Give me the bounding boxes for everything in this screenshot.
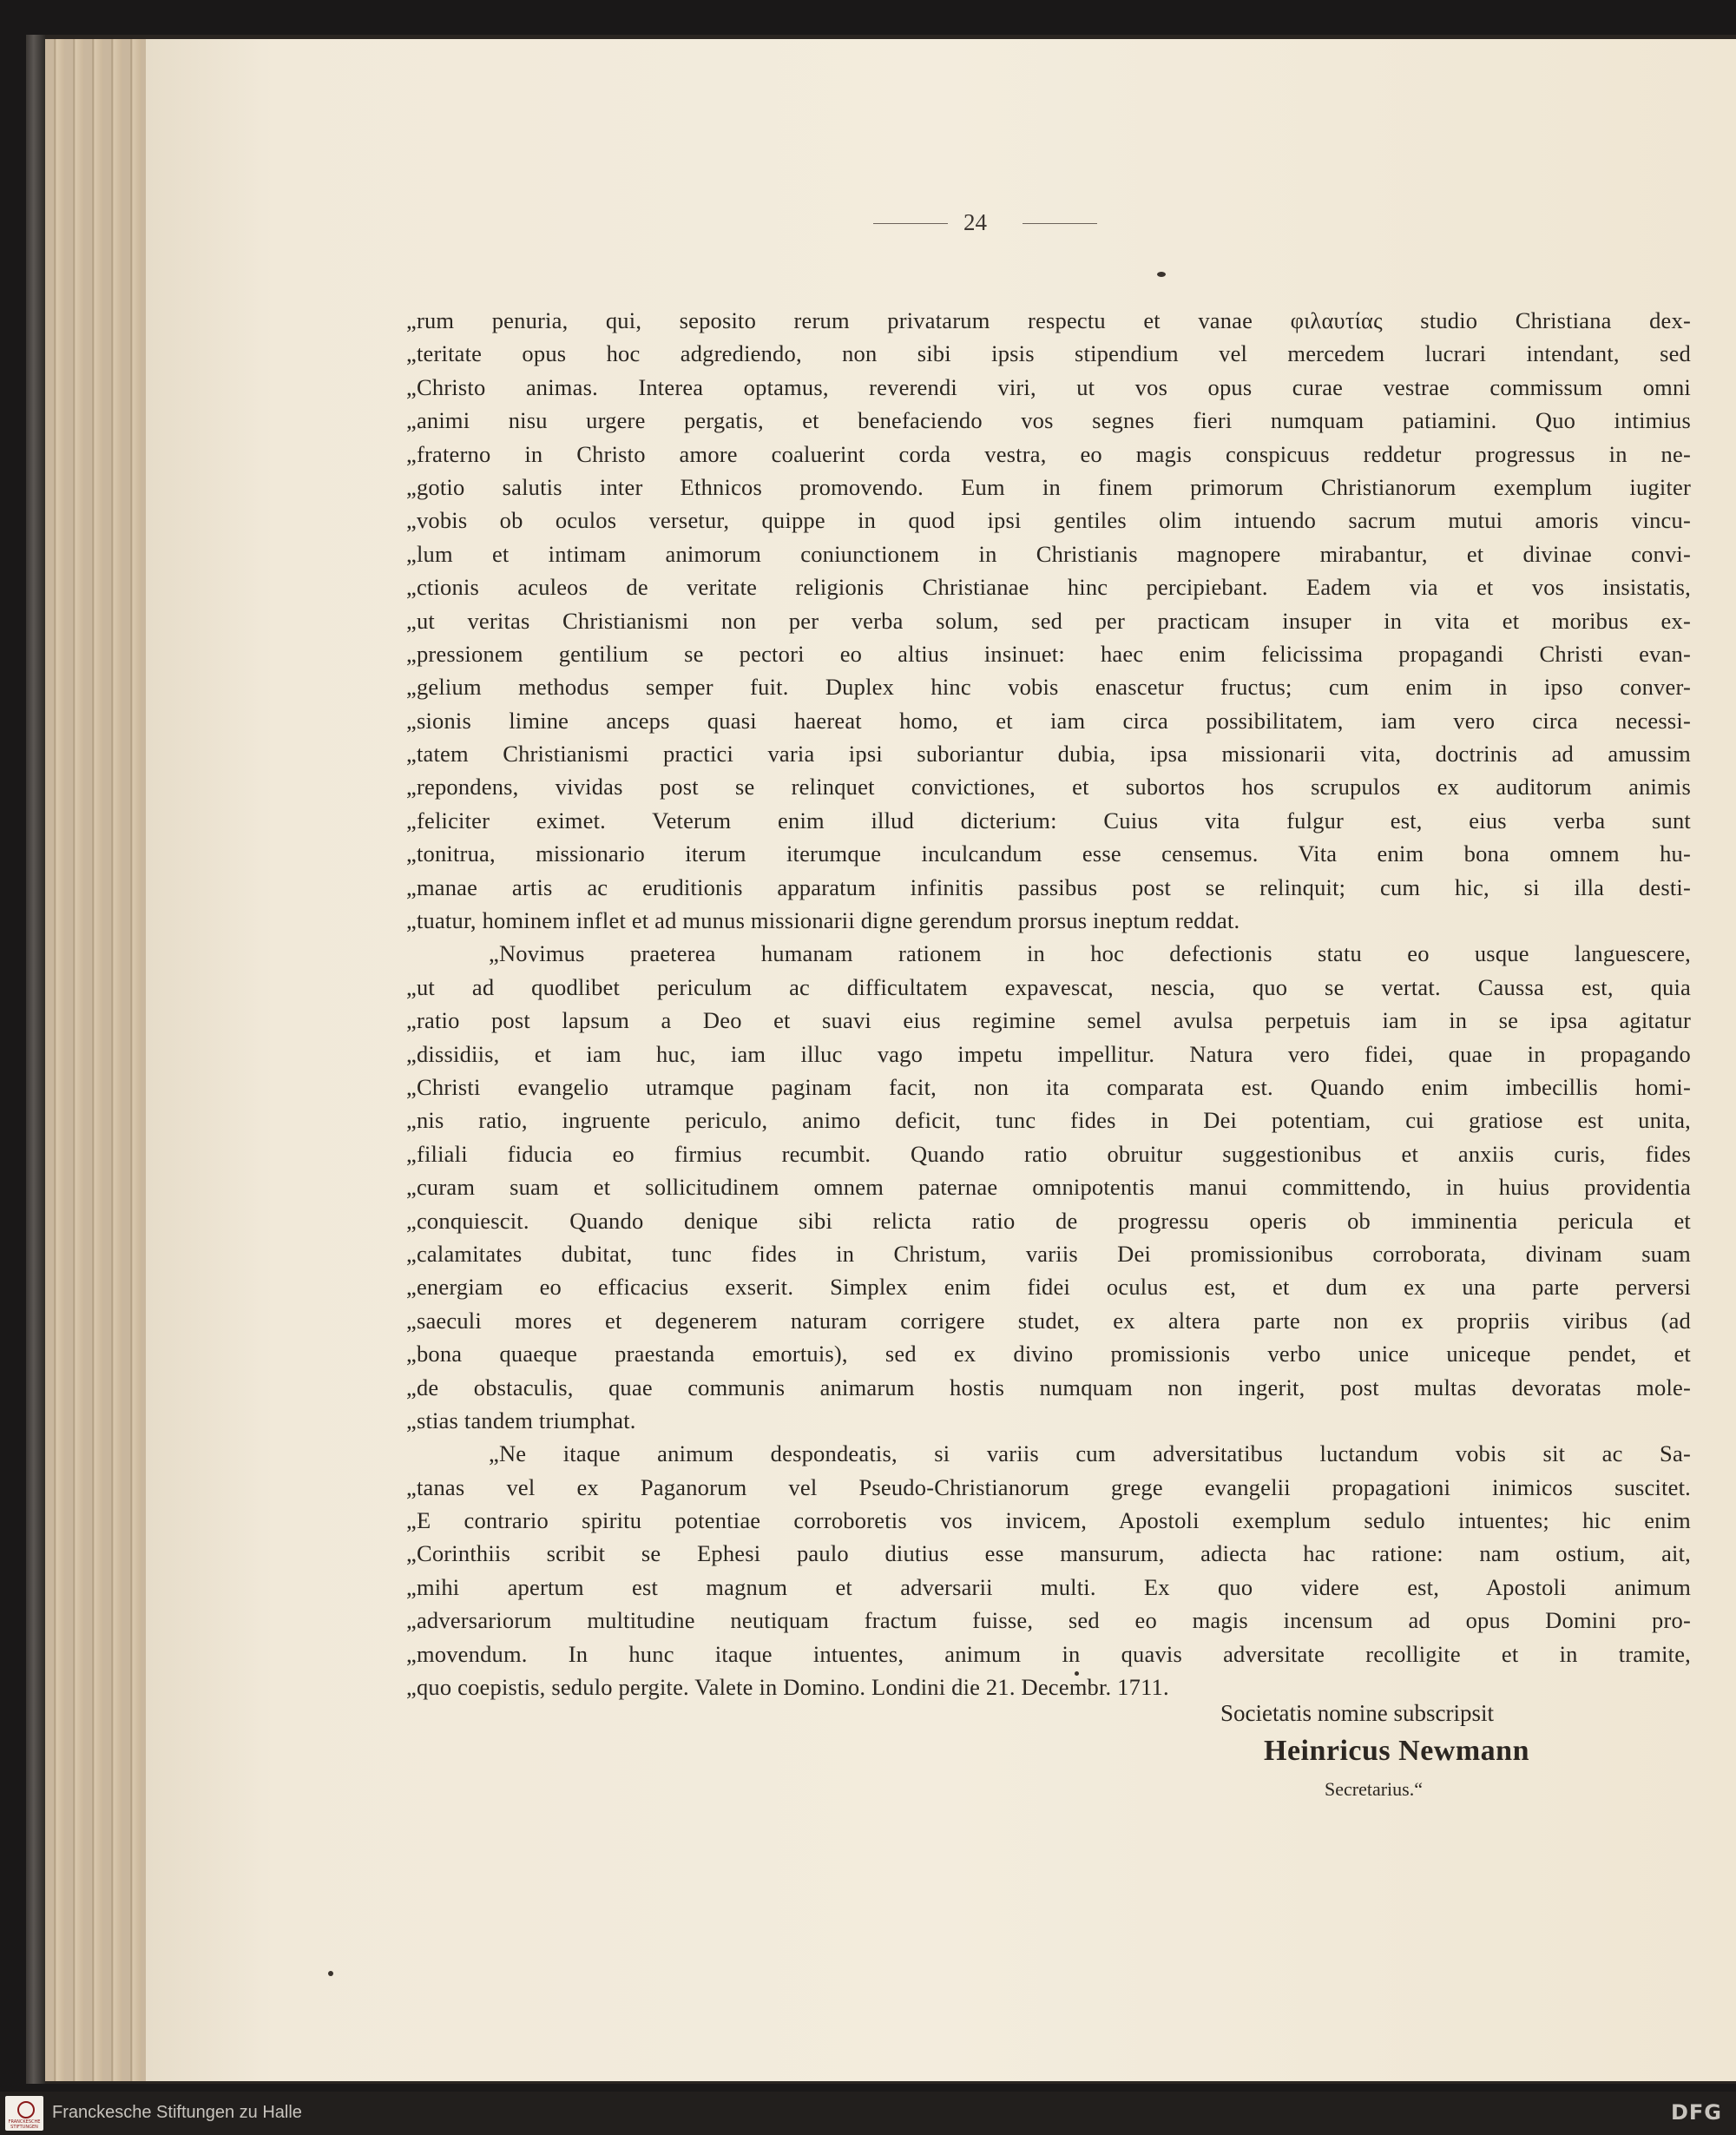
dfg-logo: DFG [1670, 2100, 1722, 2125]
text-line: „manae artis ac eruditionis apparatum infinitis passibus post se relinquit; cum hic, si illa desti- [406, 873, 1691, 900]
text-line: „dissidiis, et iam huc, iam illuc vago impetu impellitur. Natura vero fidei, quae in propagando [406, 1040, 1691, 1067]
text-line: „tonitrua, missionario iterum iterumque inculcandum esse censemus. Vita enim bona omnem hu- [406, 840, 1691, 867]
text-line: „nis ratio, ingruente periculo, animo deficit, tunc fides in Dei potentiam, cui gratiose est unita, [406, 1107, 1691, 1134]
crest-icon [17, 2101, 35, 2119]
signature-block [1220, 1696, 1585, 1807]
text-line: „lum et intimam animorum coniunctionem in Christianis magnopere mirabantur, et divinae convi- [406, 540, 1691, 567]
text-line: „gelium methodus semper fuit. Duplex hinc vobis enascetur fructus; cum enim in ipso conver- [406, 674, 1691, 701]
text-line: „quo coepistis, sedulo pergite. Valete in Domino. Londini die 21. Decembr. 1711. [406, 1674, 1169, 1701]
text-line: „sionis limine anceps quasi haereat homo, et iam circa possibilitatem, iam vero circa necessi- [406, 707, 1691, 734]
paragraph-start-line: „Novimus praeterea humanam rationem in hoc defectionis statu eo usque languescere, [489, 940, 1691, 967]
text-line: „movendum. In hunc itaque intuentes, animum in quavis adversitate recolligite et in tramite, [406, 1640, 1691, 1667]
text-line: „tatem Christianismi practici varia ipsi suboriantur dubia, ipsa missionarii vita, doctrinis ad amussim [406, 741, 1691, 768]
text-line: „rum penuria, qui, seposito rerum privatarum respectu et vanae φιλαυτίας studio Christiana dex- [406, 307, 1691, 333]
text-line: „animi nisu urgere pergatis, et benefaciendo vos segnes fieri numquam patiamini. Quo intimius [406, 407, 1691, 434]
text-line: „energiam eo efficacius exserit. Simplex enim fidei oculus est, et dum ex una parte perversi [406, 1274, 1691, 1301]
text-line: „de obstaculis, quae communis animarum hostis numquam non ingerit, post multas devoratas mole- [406, 1374, 1691, 1400]
text-line: „ut ad quodlibet periculum ac difficultatem expavescat, nescia, quo se vertat. Caussa est, quia [406, 973, 1691, 1000]
book-page [146, 39, 1736, 2081]
page-edges [45, 39, 149, 2081]
text-line: „E contrario spiritu potentiae corroboretis vos invicem, Apostoli exemplum sedulo intuentes; hic enim [406, 1507, 1691, 1534]
text-line: „feliciter eximet. Veterum enim illud dicterium: Cuius vita fulgur est, eius verba sunt [406, 807, 1691, 834]
body-text [406, 304, 1691, 1703]
text-line: „gotio salutis inter Ethnicos promovendo. Eum in finem primorum Christianorum exemplum iugiter [406, 473, 1691, 500]
ink-speck [1157, 272, 1166, 277]
text-line: „Christo animas. Interea optamus, reverendi viri, ut vos opus curae vestrae commissum omni [406, 373, 1691, 400]
text-line: „pressionem gentilium se pectori eo altius insinuet: haec enim felicissima propagandi Christi evan- [406, 640, 1691, 667]
viewer-footer [0, 2092, 1736, 2135]
logo-label: FRANCKESCHE STIFTUNGEN [8, 2119, 41, 2130]
text-line: „teritate opus hoc adgrediendo, non sibi ipsis stipendium vel mercedem lucrari intendant, sed [406, 340, 1691, 367]
book-spine [26, 35, 45, 2084]
text-line: „saeculi mores et degenerem naturam corrigere studet, ex altera parte non ex propriis viribus (ad [406, 1307, 1691, 1334]
text-line: „filiali fiducia eo firmius recumbit. Quando ratio obruitur suggestionibus et anxiis curis, fides [406, 1140, 1691, 1167]
header-rule-left [873, 223, 948, 224]
institution-name[interactable]: Franckesche Stiftungen zu Halle [52, 2103, 302, 2122]
text-line: „ratio post lapsum a Deo et suavi eius regimine semel avulsa perpetuis iam in se ipsa agitatur [406, 1007, 1691, 1034]
text-line: „bona quaeque praestanda emortuis), sed ex divino promissionis verbo unice uniceque pendet, et [406, 1341, 1691, 1367]
institution-logo [5, 2096, 43, 2131]
text-line: „fraterno in Christo amore coaluerint corda vestra, eo magis conspicuus reddetur progressus in ne- [406, 440, 1691, 467]
text-line: „vobis ob oculos versetur, quippe in quod ipsi gentiles olim intuendo sacrum mutui amoris vincu- [406, 507, 1691, 534]
text-line: „mihi apertum est magnum et adversarii multi. Ex quo videre est, Apostoli animum [406, 1573, 1691, 1600]
text-line: „curam suam et sollicitudinem omnem paternae omnipotentis manui committendo, in huius providentia [406, 1174, 1691, 1201]
text-line: „tanas vel ex Paganorum vel Pseudo-Christianorum grege evangelii propagationi inimicos suscitet. [406, 1473, 1691, 1500]
text-line: „stias tandem triumphat. [406, 1407, 636, 1433]
ink-speck [328, 1971, 333, 1976]
text-line: „ut veritas Christianismi non per verba solum, sed per practicam insuper in vita et moribus ex- [406, 607, 1691, 634]
text-line: „repondens, vividas post se relinquet convictiones, et subortos hos scrupulos ex auditorum animis [406, 774, 1691, 801]
page-number: 24 [963, 209, 987, 235]
text-line: „calamitates dubitat, tunc fides in Christum, variis Dei promissionibus corroborata, divinam suam [406, 1240, 1691, 1267]
text-line: „Christi evangelio utramque paginam facit, non ita comparata est. Quando enim imbecillis homi- [406, 1073, 1691, 1100]
text-line: „adversariorum multitudine neutiquam fractum fuisse, sed eo magis incensum ad opus Domini pro- [406, 1607, 1691, 1634]
signature-title: Secretarius.“ [1325, 1778, 1423, 1800]
header-rule-right [1023, 223, 1097, 224]
text-line: „ctionis aculeos de veritate religionis Christianae hinc percipiebant. Eadem via et vos insistatis, [406, 574, 1691, 601]
signature-name: Heinricus Newmann [1264, 1735, 1529, 1767]
text-line: „Corinthiis scribit se Ephesi paulo diutius esse mansurum, adiecta hac ratione: nam ostium, ait, [406, 1540, 1691, 1567]
signature-intro: Societatis nomine subscripsit [1220, 1700, 1494, 1726]
text-line: „conquiescit. Quando denique sibi relicta ratio de progressu operis ob imminentia pericula et [406, 1207, 1691, 1234]
paragraph-start-line: „Ne itaque animum despondeatis, si variis cum adversitatibus luctandum vobis sit ac Sa- [489, 1440, 1691, 1467]
text-line: „tuatur, hominem inflet et ad munus missionarii digne gerendum prorsus ineptum reddat. [406, 907, 1240, 934]
